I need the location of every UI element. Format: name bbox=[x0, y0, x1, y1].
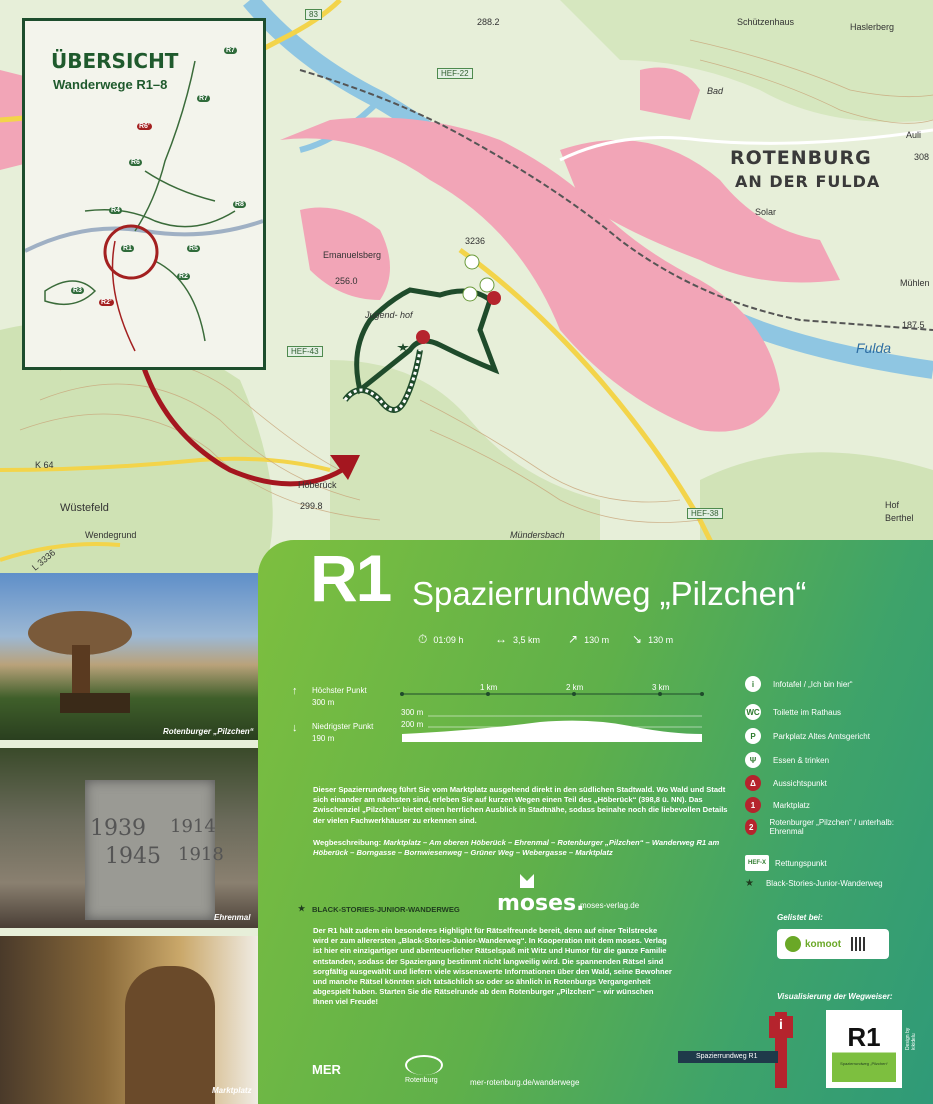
overview-route-r6p[interactable]: R6' bbox=[139, 123, 150, 130]
place-hoeberueck: Höberück bbox=[298, 480, 337, 490]
overview-title: ÜBERSICHT bbox=[51, 49, 179, 73]
komoot-badge[interactable] bbox=[777, 929, 889, 959]
place-jugendhof: Jugend- hof bbox=[365, 310, 413, 320]
place-bad: Bad bbox=[707, 86, 724, 96]
qr-code-icon bbox=[851, 937, 865, 951]
legend-infotafel: i Infotafel / „Ich bin hier“ bbox=[745, 676, 853, 692]
place-wuestefeld: Wüstefeld bbox=[60, 502, 109, 514]
direction-sign: Spazierrundweg R1 bbox=[678, 1051, 778, 1063]
descent-icon: ↘ bbox=[632, 632, 643, 646]
marktplatz-marker bbox=[487, 291, 501, 305]
parking-icon: P bbox=[745, 728, 761, 744]
profile-y-200: 200 m bbox=[401, 720, 424, 729]
height-288: 288.2 bbox=[477, 17, 500, 27]
photo-marktplatz bbox=[0, 936, 258, 1104]
moses-url[interactable]: moses-verlag.de bbox=[580, 901, 640, 910]
overview-route-r1[interactable]: R1 bbox=[123, 245, 132, 252]
ascent-icon: ↗ bbox=[568, 632, 579, 646]
legend-marktplatz: 1 Marktplatz bbox=[745, 797, 810, 813]
legend-toilette: WC Toilette im Rathaus bbox=[745, 704, 841, 720]
overview-inset[interactable] bbox=[22, 18, 266, 370]
viewpoint-icon: Δ bbox=[745, 775, 761, 791]
town-name-line2: AN DER FULDA bbox=[735, 172, 881, 191]
footer-url[interactable]: mer-rotenburg.de/wanderwege bbox=[470, 1078, 580, 1087]
overview-route-r2[interactable]: R2 bbox=[179, 273, 188, 280]
elevation-profile bbox=[400, 690, 710, 745]
rescue-point-icon: HEF-X bbox=[745, 855, 769, 871]
road-l3336: L 3336 bbox=[29, 547, 58, 573]
road-3236: 3236 bbox=[465, 236, 486, 246]
signs-label: Visualisierung der Wegweiser: bbox=[777, 992, 893, 1001]
overview-map bbox=[25, 21, 263, 367]
profile-tick-3km: 3 km bbox=[652, 683, 670, 692]
overview-subtitle: Wanderwege R1–8 bbox=[53, 77, 168, 92]
legend-aussicht: Δ Aussichtspunkt bbox=[745, 775, 827, 791]
info-icon: i bbox=[745, 676, 761, 692]
route-badge bbox=[826, 1010, 902, 1088]
route-waypoints-text: Marktplatz – Am oberen Höberück – Ehrenmal – Rotenburger „Pilzchen“ – Wanderweg R1 am Höberück – Borngasse – Bornwiesenweg – Grüner Weg – Webergasse – Marktplatz bbox=[313, 838, 720, 858]
legend-essen: Ψ Essen & trinken bbox=[745, 752, 829, 768]
height-256: 256.0 bbox=[335, 276, 358, 286]
overview-route-r7a[interactable]: R7 bbox=[226, 47, 235, 54]
badge-subtitle: Spazierrundweg „Pilzchen“ bbox=[840, 1061, 888, 1066]
photo-pilzchen bbox=[0, 573, 258, 740]
route-waypoints-label: Wegbeschreibung: bbox=[313, 838, 382, 847]
place-muendersbach: Mündersbach bbox=[510, 530, 565, 540]
profile-highest-value: 300 m bbox=[312, 698, 335, 707]
legend-black-stories: ★ Black-Stories-Junior-Wanderweg bbox=[745, 878, 883, 889]
listed-label: Gelistet bei: bbox=[777, 913, 823, 922]
overview-route-r3[interactable]: R3 bbox=[73, 287, 82, 294]
overview-route-r7b[interactable]: R7 bbox=[199, 95, 208, 102]
place-schuetzenhaus: Schützenhaus bbox=[737, 17, 795, 27]
rotenburg-logo-icon bbox=[405, 1055, 443, 1075]
ehrenmal-year-1918: 1918 bbox=[178, 844, 224, 865]
stopwatch-icon: ⏱ bbox=[418, 632, 428, 646]
place-berthel: Berthel bbox=[885, 513, 914, 523]
caption-marktplatz: Marktplatz bbox=[212, 1086, 252, 1095]
route-name: Spazierrundweg „Pilzchen“ bbox=[412, 575, 807, 612]
overview-route-r8[interactable]: R8 bbox=[235, 201, 244, 208]
komoot-logo-icon bbox=[785, 936, 801, 952]
ehrenmal-year-1939: 1939 bbox=[90, 816, 146, 841]
legend-parkplatz: P Parkplatz Altes Amtsgericht bbox=[745, 728, 870, 744]
route-code: R1 bbox=[310, 541, 391, 615]
distance-icon: ↔ bbox=[495, 632, 507, 646]
profile-tick-1km: 1 km bbox=[480, 683, 498, 692]
badge-code: R1 bbox=[847, 1022, 881, 1052]
moses-brand: moses. bbox=[497, 891, 585, 916]
river-fulda: Fulda bbox=[856, 340, 892, 356]
place-haslerberg: Haslerberg bbox=[850, 22, 895, 32]
place-emanuelsberg: Emanuelsberg bbox=[323, 250, 382, 260]
ehrenmal-year-1914: 1914 bbox=[170, 816, 216, 837]
road-k64: K 64 bbox=[35, 460, 54, 470]
ehrenmal-year-1945: 1945 bbox=[105, 844, 161, 869]
place-auli: Auli bbox=[906, 130, 922, 140]
photo-ehrenmal bbox=[0, 748, 258, 928]
stat-duration: ⏱ 01:09 h bbox=[418, 632, 464, 646]
profile-highest-label: Höchster Punkt bbox=[312, 686, 367, 695]
route-description: Dieser Spazierrundweg führt Sie vom Marktplatz ausgehend direkt in den südlichen Stadtwald. Wo Wald und Stadt sich einander am nächsten sind, erleben Sie auf kurzen Wegen einen Teil des „Höberück“ (398,8 ü. NN). Das Zwischenziel „Pilzchen“ bietet einen herrlichen Ausblick in Stadtnähe, sodass beinahe noch die liebevollen Details der vielen Fachwerkhäuser zu erkennen sind. bbox=[313, 785, 728, 825]
height-187: 187.5 bbox=[902, 320, 925, 330]
place-muehlen: Mühlen bbox=[900, 278, 930, 288]
toilet-icon: WC bbox=[745, 704, 761, 720]
place-wendegrund: Wendegrund bbox=[85, 530, 137, 540]
caption-pilzchen: Rotenburger „Pilzchen“ bbox=[163, 727, 254, 736]
road-hef22: HEF-22 bbox=[437, 68, 473, 79]
up-arrow-icon: ↑ bbox=[292, 685, 298, 697]
height-299: 299.8 bbox=[300, 501, 323, 511]
black-stories-title: BLACK-STORIES-JUNIOR-WANDERWEG bbox=[312, 905, 460, 914]
profile-tick-2km: 2 km bbox=[566, 683, 584, 692]
rotenburg-logo: Rotenburg bbox=[405, 1077, 438, 1084]
overview-route-r6[interactable]: R6 bbox=[131, 159, 140, 166]
number-1-icon: 1 bbox=[745, 797, 761, 813]
black-stories-star-icon: ★ bbox=[745, 878, 754, 889]
profile-lowest-label: Niedrigster Punkt bbox=[312, 722, 374, 731]
route-waypoints bbox=[313, 838, 733, 858]
info-sign-icon: i bbox=[769, 1016, 793, 1038]
stat-ascent: ↗ 130 m bbox=[568, 632, 610, 646]
legend-rettungspunkt: HEF-X Rettungspunkt bbox=[745, 855, 827, 871]
road-hef43: HEF-43 bbox=[287, 346, 323, 357]
design-credit: Design by kikidelu bbox=[905, 1027, 917, 1050]
komoot-brand: komoot bbox=[805, 938, 842, 950]
place-solar: Solar bbox=[755, 207, 777, 217]
overview-route-r2p[interactable]: R2' bbox=[101, 299, 112, 306]
road-hef38: HEF-38 bbox=[687, 508, 723, 519]
caption-ehrenmal: Ehrenmal bbox=[214, 913, 251, 922]
road-b83: 83 bbox=[305, 9, 322, 20]
number-2-icon: 2 bbox=[745, 819, 757, 835]
profile-lowest-value: 190 m bbox=[312, 734, 335, 743]
overview-route-r5[interactable]: R5 bbox=[189, 245, 198, 252]
profile-y-300: 300 m bbox=[401, 708, 424, 717]
height-308: 308 bbox=[914, 152, 930, 162]
star-icon: ★ bbox=[298, 904, 306, 913]
place-hof: Hof bbox=[885, 500, 900, 510]
stat-descent: ↘ 130 m bbox=[632, 632, 674, 646]
mer-logo: MER bbox=[312, 1062, 341, 1077]
down-arrow-icon: ↓ bbox=[292, 722, 298, 734]
town-name-line1: ROTENBURG bbox=[730, 147, 872, 169]
black-stories-text: Der R1 hält zudem ein besonderes Highlight für Rätselfreunde bereit, denn auf einer Teilstrecke wird er zum allerersten „Black-Stories-Junior-Wanderweg“. In Kooperation mit dem moses. Verlag ist hier ein einzigartiger und abenteuerlicher Rätselspaß mit Witz und Humor für die ganze Familie entstanden, sodass der Spaziergang bestimmt nicht langweilig wird. Die spannenden Rätsel sind sorgfältig ausgewählt und liefern viele wissenswerte Informationen über den Wald, seine Bewohner und manche Rätsel könnten sich tatsächlich so oder so ähnlich in Rotenburgs Vergangenheit abgespielt haben. Starten Sie die Rätselrunde ab dem Rotenburger „Pilzchen“ – wir wünschen Ihnen viel Freude! bbox=[313, 926, 672, 1007]
overview-route-r4[interactable]: R4 bbox=[111, 207, 120, 214]
legend-pilzchen: 2 Rotenburger „Pilzchen“ / unterhalb: Ehrenmal bbox=[745, 818, 895, 836]
food-icon: Ψ bbox=[745, 752, 761, 768]
stat-distance: ↔ 3,5 km bbox=[495, 632, 541, 646]
